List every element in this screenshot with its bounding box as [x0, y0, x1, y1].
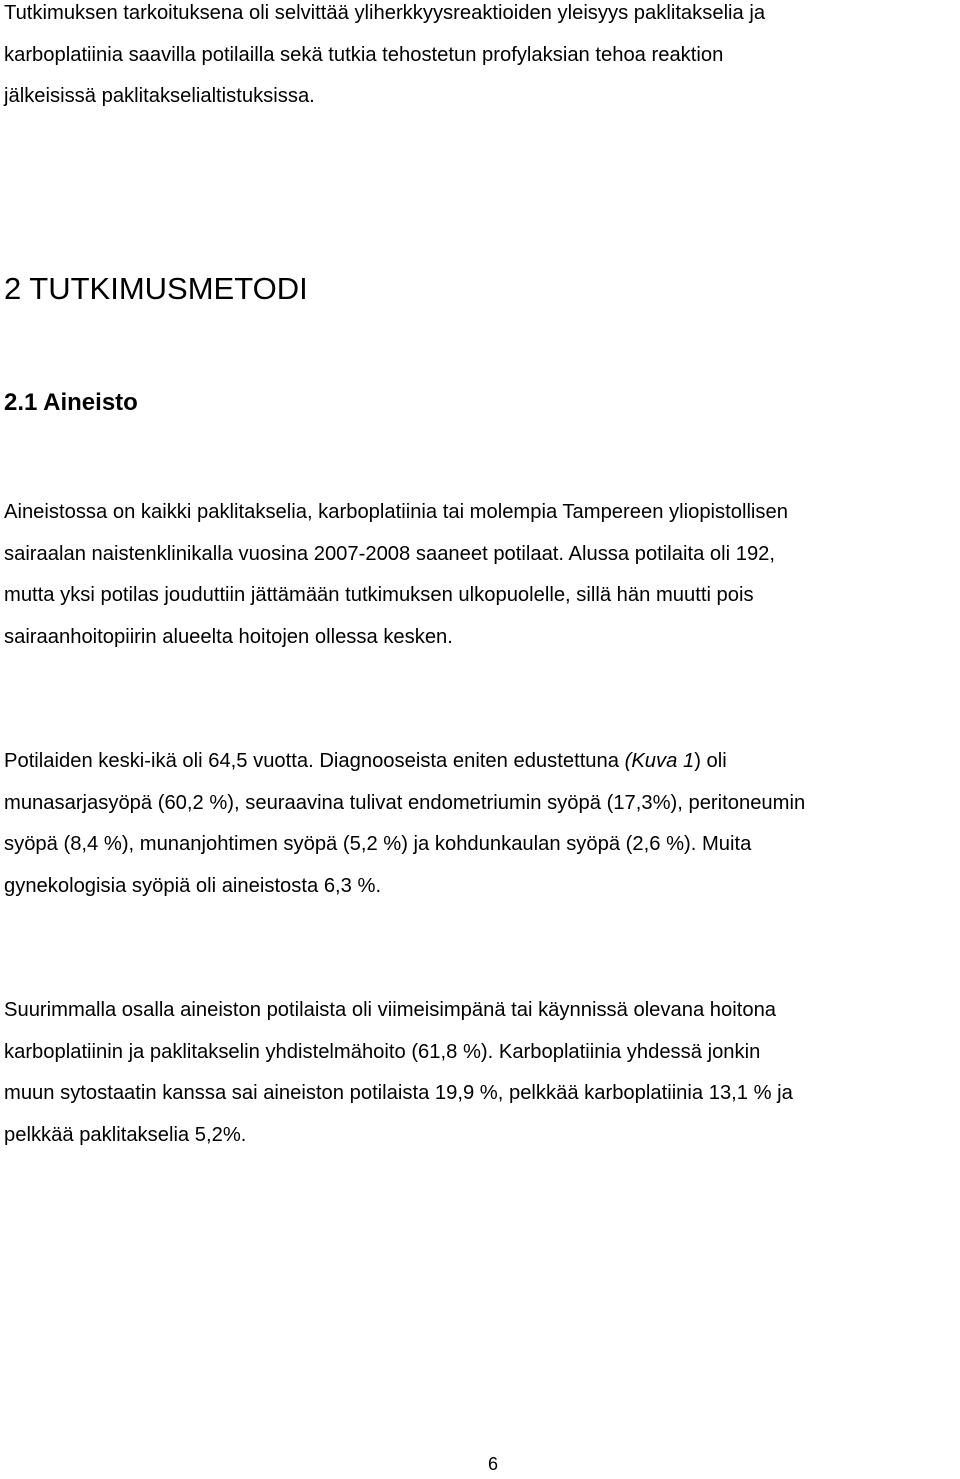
page-number: 6 — [487, 1454, 498, 1474]
para3-line-2: karboplatiinin ja paklitakselin yhdistelmähoito (61,8 %). Karboplatiinia yhdessä jonkin — [4, 1040, 761, 1063]
subsection-heading: 2.1 Aineisto — [4, 389, 138, 416]
para1-line-2: sairaalan naistenklinikalla vuosina 2007-2008 saaneet potilaat. Alussa potilaita oli 192, — [4, 542, 776, 565]
para2-line-1-end: ) oli — [694, 750, 727, 772]
aineisto-paragraph-2 — [4, 741, 956, 907]
para2-line-3: syöpä (8,4 %), munanjohtimen syöpä (5,2 %) ja kohdunkaulan syöpä (2,6 %). Muita — [4, 833, 752, 855]
section-heading: 2 TUTKIMUSMETODI — [4, 271, 308, 306]
para3-line-1: Suurimmalla osalla aineiston potilaista oli viimeisimpänä tai käynnissä olevana hoitona — [4, 999, 777, 1021]
intro-line-1: Tutkimuksen tarkoituksena oli selvittää yliherkkyysreaktioiden yleisyys paklitakselia ja — [4, 2, 766, 24]
intro-line-2: karboplatiinia saavilla potilailla sekä tutkia tehostetun profylaksian tehoa reaktion — [4, 43, 724, 66]
figure-reference: (Kuva 1 — [624, 750, 695, 772]
para2-line-1-text: Potilaiden keski-ikä oli 64,5 vuotta. Diagnooseista eniten edustettuna — [4, 750, 625, 772]
para1-line-1: Aineistossa on kaikki paklitakselia, karboplatiinia tai molempia Tampereen yliopistollisen — [4, 501, 788, 523]
para2-line-2: munasarjasyöpä (60,2 %), seuraavina tulivat endometriumin syöpä (17,3%), peritoneumin — [4, 791, 806, 814]
aineisto-paragraph-3 — [4, 990, 956, 1156]
aineisto-paragraph-1 — [4, 492, 956, 658]
para1-line-3: mutta yksi potilas jouduttiin jättämään tutkimuksen ulkopuolelle, sillä hän muutti pois — [4, 584, 754, 606]
para3-line-3: muun sytostaatin kanssa sai aineiston potilaista 19,9 %, pelkkää karboplatiinia 13,1 % ja — [4, 1082, 793, 1104]
para3-line-4: pelkkää paklitakselia 5,2%. — [4, 1123, 247, 1146]
para2-line-4: gynekologisia syöpiä oli aineistosta 6,3 %. — [4, 874, 382, 897]
intro-paragraph — [4, 0, 956, 118]
para2-line-1 — [4, 741, 956, 783]
para1-line-4: sairaanhoitopiirin alueelta hoitojen ollessa kesken. — [4, 625, 453, 648]
intro-line-3: jälkeisissä paklitakselialtistuksissa. — [4, 85, 315, 107]
